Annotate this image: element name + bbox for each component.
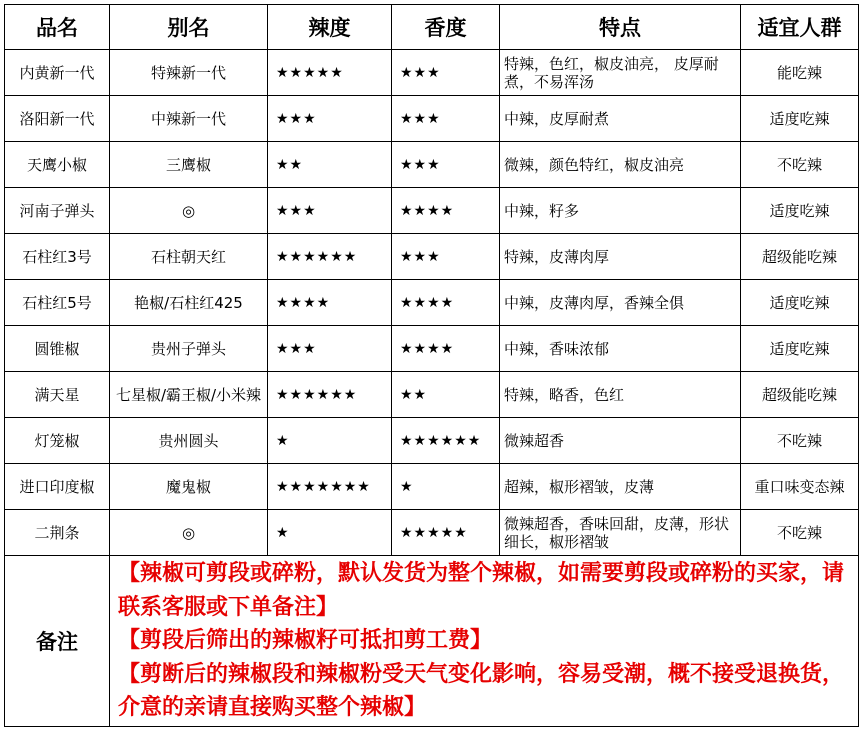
variety-name: 河南子弹头 xyxy=(5,188,110,234)
suitable-audience: 适度吃辣 xyxy=(741,96,859,142)
features: 中辣，香味浓郁 xyxy=(500,326,741,372)
suitable-audience: 超级能吃辣 xyxy=(741,372,859,418)
suitable-audience: 适度吃辣 xyxy=(741,326,859,372)
features: 微辣超香，香味回甜，皮薄，形状细长，椒形褶皱 xyxy=(500,510,741,556)
spiciness-rating: ★★★★★★★ xyxy=(268,464,392,510)
aroma-rating: ★★ xyxy=(392,372,500,418)
aroma-rating: ★★★★ xyxy=(392,280,500,326)
header-row xyxy=(5,5,859,50)
aroma-rating: ★★★ xyxy=(392,142,500,188)
aroma-rating: ★★★ xyxy=(392,50,500,96)
variety-name: 灯笼椒 xyxy=(5,418,110,464)
header-alias: 别名 xyxy=(110,5,268,50)
table-row xyxy=(5,372,859,418)
spiciness-rating: ★★★★ xyxy=(268,280,392,326)
variety-alias: 贵州圆头 xyxy=(110,418,268,464)
spiciness-rating: ★★★★★★ xyxy=(268,372,392,418)
table-row xyxy=(5,50,859,96)
suitable-audience: 重口味变态辣 xyxy=(741,464,859,510)
variety-alias: 中辣新一代 xyxy=(110,96,268,142)
variety-name: 石柱红3号 xyxy=(5,234,110,280)
suitable-audience: 不吃辣 xyxy=(741,142,859,188)
spiciness-rating: ★★★ xyxy=(268,188,392,234)
variety-name: 二荆条 xyxy=(5,510,110,556)
table-row xyxy=(5,418,859,464)
aroma-rating: ★★★★ xyxy=(392,188,500,234)
notes-body xyxy=(110,556,859,727)
suitable-audience: 不吃辣 xyxy=(741,510,859,556)
variety-name: 进口印度椒 xyxy=(5,464,110,510)
table-row xyxy=(5,464,859,510)
table-row xyxy=(5,234,859,280)
suitable-audience: 适度吃辣 xyxy=(741,280,859,326)
spiciness-rating: ★★★★★ xyxy=(268,50,392,96)
header-spiciness: 辣度 xyxy=(268,5,392,50)
spiciness-rating: ★ xyxy=(268,510,392,556)
suitable-audience: 能吃辣 xyxy=(741,50,859,96)
header-name: 品名 xyxy=(5,5,110,50)
features: 特辣，色红，椒皮油亮， 皮厚耐煮，不易浑汤 xyxy=(500,50,741,96)
suitable-audience: 适度吃辣 xyxy=(741,188,859,234)
features: 微辣，颜色特红，椒皮油亮 xyxy=(500,142,741,188)
table-row xyxy=(5,142,859,188)
variety-name: 石柱红5号 xyxy=(5,280,110,326)
table-row xyxy=(5,280,859,326)
aroma-rating: ★★★★★ xyxy=(392,510,500,556)
features: 特辣，略香，色红 xyxy=(500,372,741,418)
notes-label: 备注 xyxy=(5,556,110,727)
header-features: 特点 xyxy=(500,5,741,50)
note-line: 【剪断后的辣椒段和辣椒粉受天气变化影响，容易受潮，概不接受退换货，介意的亲请直接购买整个辣椒】 xyxy=(118,661,845,721)
variety-alias: 魔鬼椒 xyxy=(110,464,268,510)
suitable-audience: 不吃辣 xyxy=(741,418,859,464)
spiciness-rating: ★★★ xyxy=(268,96,392,142)
aroma-rating: ★★★★★★ xyxy=(392,418,500,464)
note-line: 【辣椒可剪段或碎粉，默认发货为整个辣椒，如需要剪段或碎粉的买家，请联系客服或下单备注】 xyxy=(118,561,845,620)
features: 中辣，籽多 xyxy=(500,188,741,234)
variety-alias: 特辣新一代 xyxy=(110,50,268,96)
spiciness-rating: ★★★ xyxy=(268,326,392,372)
table-row xyxy=(5,510,859,556)
spiciness-rating: ★★★★★★ xyxy=(268,234,392,280)
aroma-rating: ★★★ xyxy=(392,96,500,142)
header-audience: 适宜人群 xyxy=(741,5,859,50)
variety-name: 内黄新一代 xyxy=(5,50,110,96)
spiciness-rating: ★ xyxy=(268,418,392,464)
variety-name: 圆锥椒 xyxy=(5,326,110,372)
variety-alias: 石柱朝天红 xyxy=(110,234,268,280)
variety-name: 天鹰小椒 xyxy=(5,142,110,188)
note-line: 【剪段后筛出的辣椒籽可抵扣剪工费】 xyxy=(118,628,493,654)
aroma-rating: ★ xyxy=(392,464,500,510)
variety-alias: 贵州子弹头 xyxy=(110,326,268,372)
variety-name: 满天星 xyxy=(5,372,110,418)
variety-alias: 七星椒/霸王椒/小米辣 xyxy=(110,372,268,418)
features: 中辣，皮薄肉厚，香辣全俱 xyxy=(500,280,741,326)
variety-alias: ◎ xyxy=(110,188,268,234)
table-row xyxy=(5,188,859,234)
aroma-rating: ★★★ xyxy=(392,234,500,280)
suitable-audience: 超级能吃辣 xyxy=(741,234,859,280)
pepper-variety-table xyxy=(4,4,859,727)
features: 特辣，皮薄肉厚 xyxy=(500,234,741,280)
variety-alias: 三鹰椒 xyxy=(110,142,268,188)
variety-alias: 艳椒/石柱红425 xyxy=(110,280,268,326)
aroma-rating: ★★★★ xyxy=(392,326,500,372)
features: 超辣，椒形褶皱，皮薄 xyxy=(500,464,741,510)
notes-row xyxy=(5,556,859,727)
features: 微辣超香 xyxy=(500,418,741,464)
features: 中辣，皮厚耐煮 xyxy=(500,96,741,142)
header-aroma: 香度 xyxy=(392,5,500,50)
spiciness-rating: ★★ xyxy=(268,142,392,188)
variety-name: 洛阳新一代 xyxy=(5,96,110,142)
variety-alias: ◎ xyxy=(110,510,268,556)
table-row xyxy=(5,326,859,372)
table-row xyxy=(5,96,859,142)
